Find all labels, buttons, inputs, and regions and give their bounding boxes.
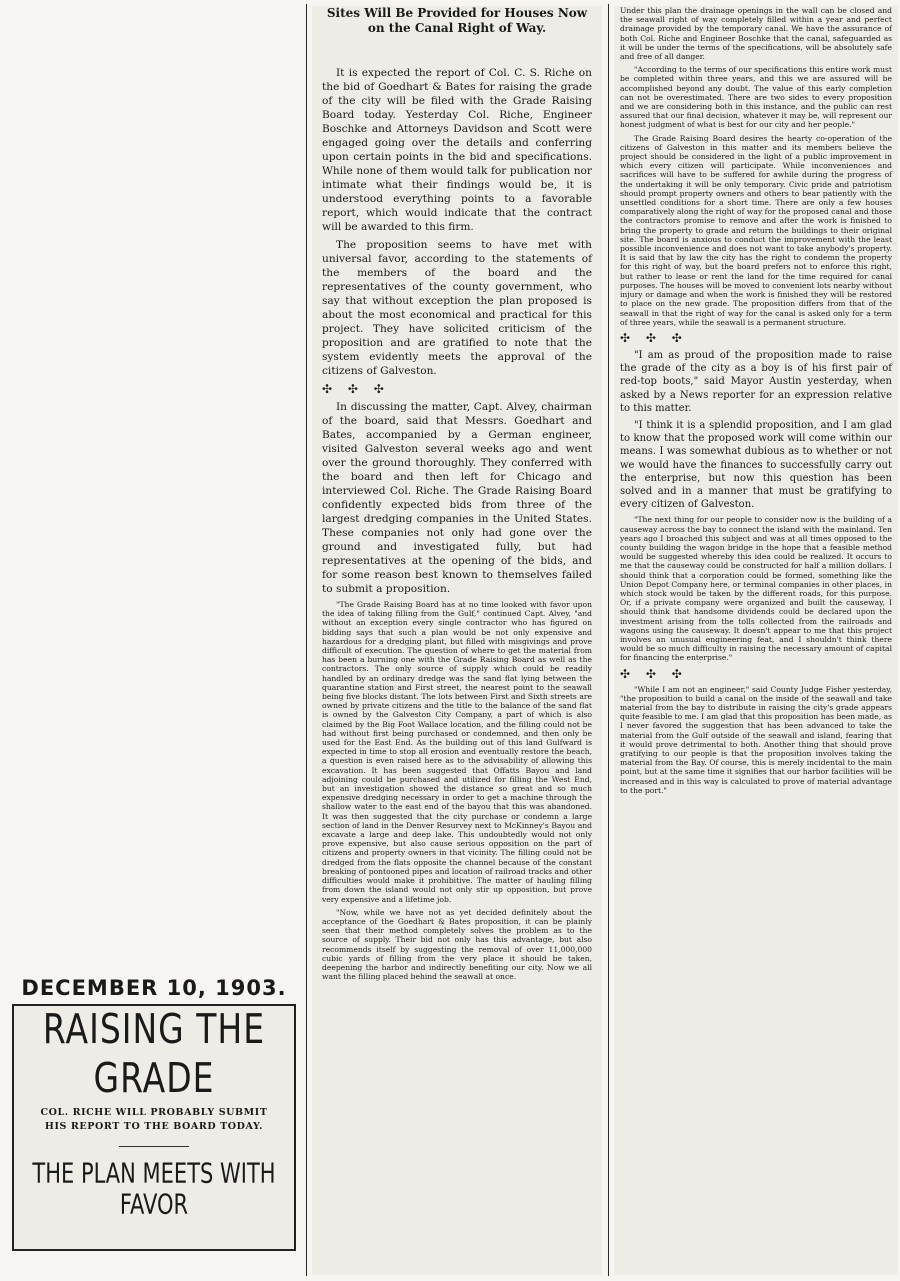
paragraph: "The Grade Raising Board has at no time looked with favor upon the idea of taking filling from the Gulf," continued Capt. Alvey, "and without an exception every single contractor who has figured on bidding says that such a plan would be not only expensive and hazardous for a dredging plant, but filled with misgivings and prove difficult of execution. The question of where to get the material from has been a burning one with the Grade Raising Board as well as the contractors. The only source of supply which could be readily handled by an ordinary dredge was the sand flat lying between the quarantine station and First street, the nearest point to the seawall being five blocks distant. The lots between First and Sixth streets are owned by private citizens and the title to the balance of the sand flat is owned by the Galveston City Company, a part of which is also claimed by the Big Foot Wallace location, and the filling could not be had without first being purchased or condemned, and then only be used for the East End. As the building out of this land Gulfward is expected in time to stop all erosion and eventually restore the beach, a question is even raised here as to the advisability of allowing this excavation. It has been suggested that Offatts Bayou and land adjoining could be purchased and utilized for filling the West End, but an investigation showed the distance so great and so much expensive dredging necessary in order to get a machine through the shallow water to the east end of the bayou that this was abandoned. It was then suggested that the city purchase or condemn a large section of land in the Denver Resurvey next to McKinney's Bayou and excavate a large and deep lake. This undoubtedly would not only prove expensive, but also cause serious opposition on the part of citizens and property owners in that vicinity. The filling could not be dredged from the flats opposite the channel because of the constant breaking of pontooned pipes and location of railroad tracks and other difficulties would make it prohibitive. The matter of hauling filling from down the island would not only stir up opposition, but prove very expensive and a lifetime job.	[322, 600, 592, 904]
paragraph: "Now, while we have not as yet decided definitely about the acceptance of the Goedhart & Bates proposition, it can be plainly seen that their method completely solves the problem as to the source of supply. Their bid not only has this advantage, but also recommends itself by suggesting the removal of over 11,000,000 cubic yards of filling from the very place it should be taken, deepening the harbor and indirectly benefiting our city. Now we all want the filling placed behind the seawall at once.	[322, 907, 592, 982]
paragraph: Under this plan the drainage openings in the wall can be closed and the seawall right of way completely filled within a year and perfect drainage provided by the temporary canal. We have the assurance of both Col. Riche and Engineer Boschke that the canal, safeguarded as it will be under the terms of the specifications, will be absolutely safe and free of all danger.	[620, 6, 892, 62]
subheadline: Sites Will Be Provided for Houses Now on the Canal Right of Way.	[326, 6, 588, 35]
date-line: DECEMBER 10, 1903.	[21, 976, 287, 1000]
headline-divider	[119, 1146, 189, 1147]
article-column-right	[614, 6, 898, 1275]
section-ornament: ✣ ✣ ✣	[620, 330, 688, 345]
paragraph: The proposition seems to have met with universal favor, according to the statements of the members of the board and the representatives of the county government, who say that without exception the plan proposed is about the most economical and practical for this project. They have solicited criticism of the proposition and are gratified to note that the system evidently meets the approval of the citizens of Galveston.	[322, 239, 592, 377]
paragraph: "I am as proud of the proposition made to raise the grade of the city as a boy is of his first pair of red-top boots," said Mayor Austin yesterday, when asked by a News reporter for an expression relative to this matter.	[620, 349, 892, 414]
secondary-headline: THE PLAN MEETS WITH FAVOR	[32, 1157, 276, 1221]
paragraph: The Grade Raising Board desires the hearty co-operation of the citizens of Galveston in this matter and its members believe the project should be considered in the light of a public improvement in which every citizen will participate. While inconveniences and sacrifices will have to be suffered for awhile during the progress of the undertaking it will be only temporary. Civic pride and patriotism should prompt property owners and others to bear patiently with the unsettled conditions for a short time. There are only a few houses comparatively along the right of way for the proposed canal and those the contractors promise to remove and after the work is finished to bring the property to grade and return the buildings to their original site. The board is anxious to conduct the improvement with the least possible inconvenience and does not want to take anybody's property. It is said that by law the city has the right to condemn the property for this right of way, but the board prefers not to enforce this right, but rather to lease or rent the land for the time required for canal purposes. The houses will be moved to convenient lots nearby without injury or damage and when the work is finished they will be restored to place on the new grade. The proposition differs from that of the seawall in that the right of way for the canal is asked only for a term of three years, while the seawall is a permanent structure.	[620, 133, 892, 327]
article-column-middle	[312, 6, 602, 1275]
main-headline: RAISING THE GRADE	[42, 1004, 266, 1102]
column-rule-left	[306, 4, 307, 1276]
paragraph: In discussing the matter, Capt. Alvey, chairman of the board, said that Messrs. Goedhart and Bates, accompanied by a German engineer, visited Galveston several weeks ago and went over the ground thoroughly. They conferred with the board and then left for Chicago and interviewed Col. Riche. The Grade Raising Board confidently expected bids from three of the largest dredging companies in the United States. These companies not only had gone over the ground and investigated fully, but had representatives at the opening of the bids, and for some reason best known to themselves failed to submit a proposition.	[322, 401, 592, 595]
paragraph: "The next thing for our people to consider now is the building of a causeway across the bay to connect the island with the mainland. Ten years ago I broached this subject and was at all times opposed to the county building the wagon bridge in the hope that a feasible method would be suggested whereby this idea could be realized. It occurs to me that the causeway could be constructed for half a million dollars. I should think that a corporation could be formed, something like the Union Depot Company here, or terminal companies in other places, in which stock would be taken by the different roads, for this purpose. Or, if a private company were organized and built the causeway, I should think that handsome dividends could be declared upon the investment arising from the tolls collected from the railroads and wagons using the causeway. It doesn't appear to me that this project involves an unusual engineering feat, and I shouldn't think there would be so much difficulty in raising the necessary amount of capital for financing the enterprise."	[620, 515, 892, 663]
section-ornament: ✣ ✣ ✣	[620, 666, 688, 681]
paragraph: "I think it is a splendid proposition, and I am glad to know that the proposed work will come within our means. I was somewhat dubious as to whether or not we would have the finances to successfully carry out the enterprise, but now this question has been solved and in a manner that must be gratifying to every citizen of Galveston.	[620, 419, 892, 511]
paragraph: "While I am not an engineer," said County Judge Fisher yesterday, "the proposition to build a canal on the inside of the seawall and take material from the bay to distribute in raising the city's grade appears quite feasible to me. I am glad that this proposition has been made, as I never favored the suggestion that has been advanced to take the material from the Gulf outside of the seawall and island, fearing that it would prove detrimental to both. Another thing that should prove gratifying to our people is that the proposition involves taking the material from the Bay. Of course, this is merely incidental to the main point, but at the same time it signifies that our harbor facilities will be increased and in this way is calculated to prove of material advantage to the port."	[620, 684, 892, 795]
paragraph: It is expected the report of Col. C. S. Riche on the bid of Goedhart & Bates for raising the grade of the city will be filed with the Grade Raising Board today. Yesterday Col. Riche, Engineer Boschke and Attorneys Davidson and Scott were engaged going over the details and conferring upon certain points in the bid and specifications. While none of them would talk for publication nor intimate what their findings would be, it is understood everything points to a favorable report, which would indicate that the contract will be awarded to this firm.	[322, 67, 592, 233]
paragraph: "According to the terms of our specifications this entire work must be completed within three years, and this we are assured will be accomplished beyond any doubt. The value of this early completion can not be overestimated. There are two sides to every proposition and we are considering both in this instance, and the public can rest assured that our final decision, whatever it may be, will represent our honest judgment of what is best for our city and her people."	[620, 65, 892, 130]
headline-box	[12, 1004, 296, 1251]
section-ornament: ✣ ✣ ✣	[322, 382, 390, 396]
column-rule-right	[608, 4, 609, 1276]
headline-deck: COL. RICHE WILL PROBABLY SUBMIT HIS REPORT TO THE BOARD TODAY.	[40, 1107, 268, 1132]
